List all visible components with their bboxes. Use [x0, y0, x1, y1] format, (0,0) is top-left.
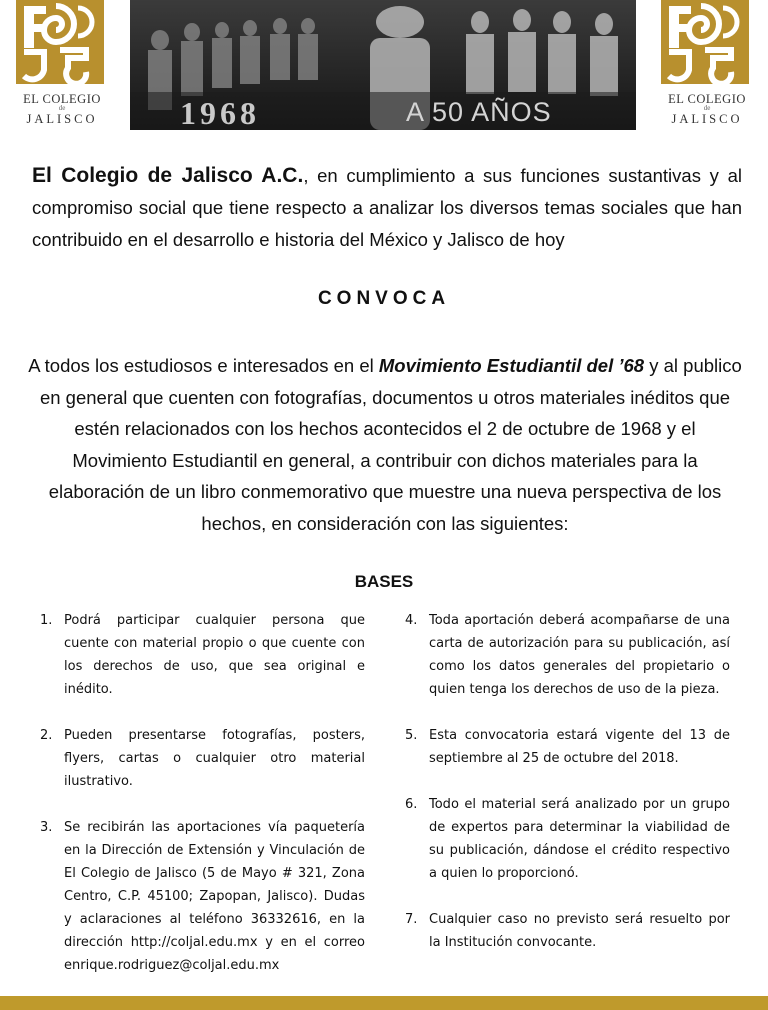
base-number: 7. — [405, 912, 418, 927]
base-item-7 — [405, 908, 730, 954]
call-text-start: A todos los estudiosos e interesados en el — [28, 355, 379, 376]
bases-column-right — [405, 609, 730, 977]
base-text: Cualquier caso no previsto será resuelto por la Institución convocante. — [429, 912, 730, 950]
movement-name: Movimiento Estudiantil del ’68 — [378, 355, 645, 376]
commemorative-banner — [130, 0, 636, 130]
bases-column-left — [40, 609, 365, 1000]
base-number: 3. — [40, 820, 53, 835]
base-text: Toda aportación deberá acompañarse de una carta de autorización para su publicación, así como los datos generales del propietario o quien tenga los derechos de uso de la pieza. — [429, 613, 730, 697]
logo-name-line2: de — [58, 104, 66, 112]
colegio-logo-left — [12, 0, 112, 130]
footer-bar — [0, 996, 768, 1010]
colegio-emblem-icon — [16, 0, 104, 84]
colegio-logo-right — [657, 0, 757, 130]
organization-name: El Colegio de Jalisco A.C. — [32, 164, 304, 187]
base-text: Podrá participar cualquier persona que cuente con material propio o que cuente con los derechos de uso, que sea original e inédito. — [64, 613, 365, 697]
base-number: 6. — [405, 797, 418, 812]
call-paragraph — [28, 350, 742, 539]
logo-name-line1: EL COLEGIO — [668, 92, 746, 106]
base-item-4 — [405, 609, 730, 701]
base-item-1 — [40, 609, 365, 701]
base-item-5 — [405, 724, 730, 770]
logo-name-line3: JALISCO — [26, 112, 98, 126]
intro-paragraph — [32, 160, 742, 256]
convoca-heading: CONVOCA — [317, 288, 451, 309]
banner-subtitle: A 50 AÑOS — [406, 97, 552, 127]
base-item-3 — [40, 816, 365, 977]
base-number: 2. — [40, 728, 53, 743]
logo-name-line2: de — [703, 104, 711, 112]
base-text: Pueden presentarse fotografías, posters, flyers, cartas o cualquier otro material ilustrativo. — [64, 728, 365, 789]
base-item-6 — [405, 793, 730, 885]
base-text: Se recibirán las aportaciones vía paquetería en la Dirección de Extensión y Vinculación de El Colegio de Jalisco (5 de Mayo # 321, Zona Centro, C.P. 45100; Zapopan, Jalisco). Dudas y aclaraciones al teléfono 36332616, en la dirección http://coljal.edu.mx y en el correo enrique.rodriguez@coljal.edu.mx — [64, 820, 365, 973]
banner-year: 1968 — [180, 95, 260, 130]
intro-text: , en cumplimiento a sus funciones sustantivas y al compromiso social que tiene respecto a analizar los diversos temas sociales que han contribuido en el desarrollo e historia del México y Jalisco de hoy — [32, 165, 742, 250]
logo-name-line1: EL COLEGIO — [23, 92, 101, 106]
logo-name-line3: JALISCO — [671, 112, 743, 126]
base-text: Esta convocatoria estará vigente del 13 de septiembre al 25 de octubre del 2018. — [429, 728, 730, 766]
call-text-end: y al publico en general que cuenten con fotografías, documentos u otros materiales inéditos que estén relacionados con los hechos acontecidos el 2 de octubre de 1968 y el Movimiento Estudiantil en general, a contribuir con dichos materiales para la elaboración de un libro conmemorativo que muestre una nueva perspectiva de los hechos, en consideración con las siguientes: — [39, 355, 742, 534]
bases-heading: BASES — [354, 572, 414, 591]
base-number: 4. — [405, 613, 418, 628]
base-text: Todo el material será analizado por un grupo de expertos para determinar la viabilidad de su publicación, dándose el crédito respectivo a quien lo proporcionó. — [429, 797, 730, 881]
base-number: 1. — [40, 613, 53, 628]
colegio-emblem-icon — [661, 0, 749, 84]
header — [0, 0, 768, 135]
base-item-2 — [40, 724, 365, 793]
base-number: 5. — [405, 728, 418, 743]
